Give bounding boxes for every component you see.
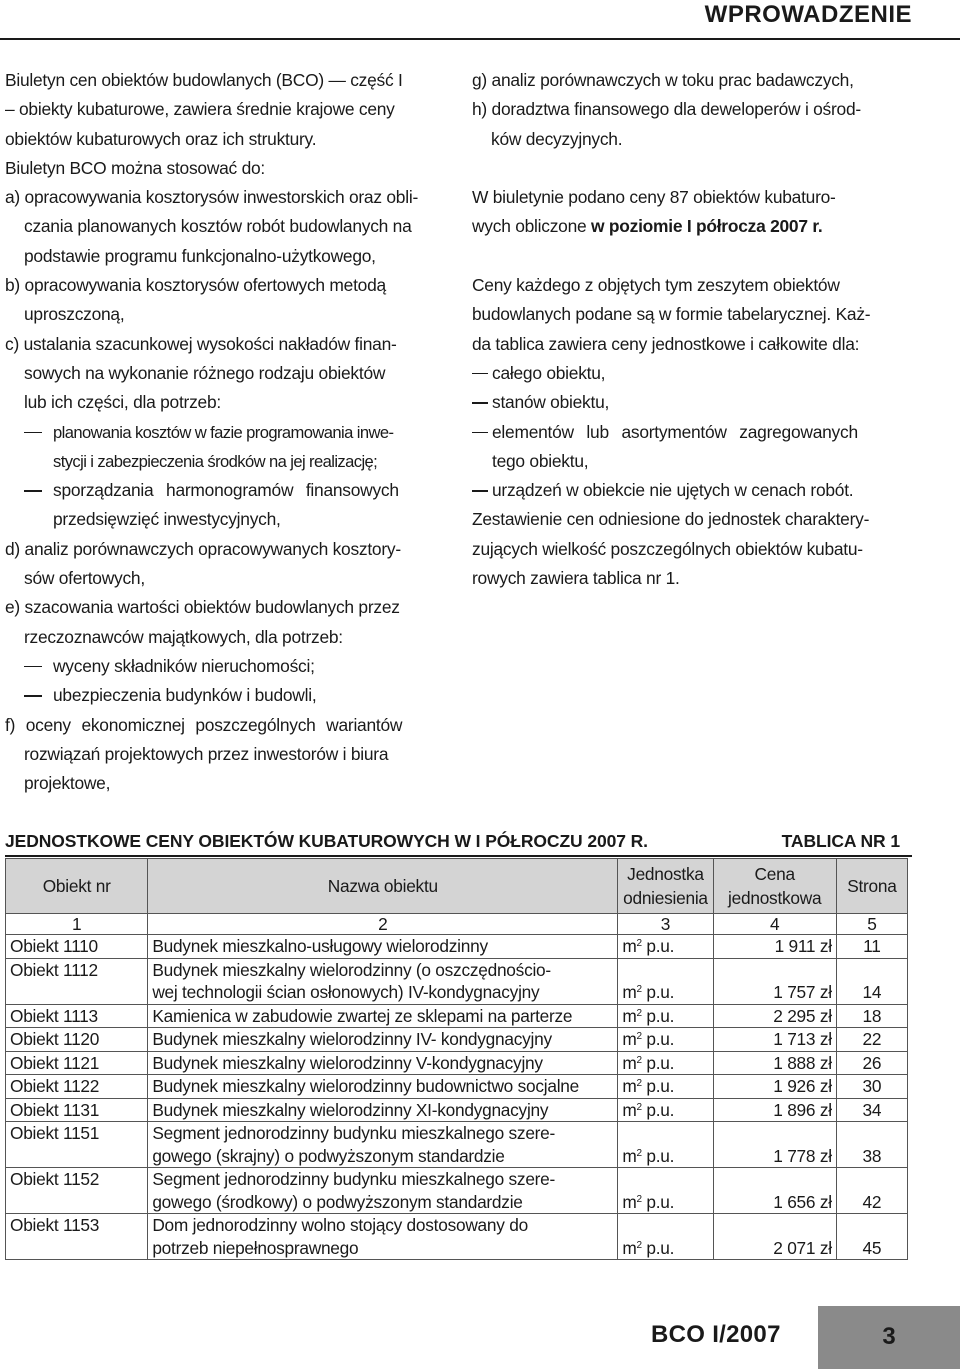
dash-item: całego obiektu, — [472, 359, 914, 388]
table-title-bar — [5, 829, 900, 853]
table-number: TABLICA NR 1 — [781, 831, 900, 851]
table-row — [6, 1028, 908, 1052]
list-item-b: b) opracowywania kosztorysów ofertowych metodą — [5, 275, 386, 296]
unit-price-cell: 1 911 zł — [713, 935, 836, 959]
unit-cell: $m^2$ p.u. — [618, 1004, 713, 1028]
intro-line: obiektów kubaturowych oraz ich struktury. — [5, 128, 317, 149]
page-cell: 34 — [836, 1098, 907, 1122]
object-name-line: Budynek mieszkalny wielorodzinny V-kondygnacyjny — [152, 1052, 543, 1073]
object-name-line: potrzeb niepełnosprawnego — [152, 1237, 359, 1258]
object-number-cell: Obiekt 1152 — [6, 1168, 148, 1214]
object-name-line: Segment jednorodzinny budynku mieszkalnego szere- — [152, 1123, 556, 1143]
object-name-line: wej technologii ścian osłonowych) IV-kondygnacyjny — [152, 982, 540, 1002]
unit-cell: $m^2$ p.u. — [618, 1098, 713, 1122]
column-number: 4 — [713, 914, 836, 935]
unit-cell: $m^2$ p.u. — [618, 1028, 713, 1052]
table-row — [6, 1051, 908, 1075]
header-object-name: Nazwa obiektu — [148, 859, 618, 914]
unit-cell: $m^2$ p.u. — [618, 1051, 713, 1075]
header-unit: Jednostka odniesienia — [618, 859, 713, 914]
page-cell: 30 — [836, 1075, 907, 1099]
object-name-cell — [148, 935, 618, 959]
list-item-a-cont: czania planowanych kosztów robót budowlanych na — [24, 216, 412, 237]
page-cell: 11 — [836, 935, 907, 959]
dash-item-cont: przedsięwzięć inwestycyjnych, — [53, 509, 281, 530]
table-row — [6, 935, 908, 959]
page-cell: 26 — [836, 1051, 907, 1075]
dash-item: wyceny składników nieruchomości; — [5, 652, 445, 681]
column-number: 5 — [836, 914, 907, 935]
dash-item: sporządzania harmonogramów finansowych — [5, 476, 445, 505]
dash-item: ubezpieczenia budynków i budowli, — [5, 681, 445, 710]
unit-cell: $m^2$ p.u. — [618, 1214, 713, 1260]
column-number: 2 — [148, 914, 618, 935]
header-object-no: Obiekt nr — [6, 859, 148, 914]
table-title-divider — [5, 855, 912, 857]
table-title: JEDNOSTKOWE CENY OBIEKTÓW KUBATUROWYCH W I PÓŁROCZU 2007 R. — [5, 831, 648, 851]
object-number-cell: Obiekt 1121 — [6, 1051, 148, 1075]
unit-price-cell: 1 888 zł — [713, 1051, 836, 1075]
unit-cell: $m^2$ p.u. — [618, 1122, 713, 1168]
object-name-cell — [148, 1051, 618, 1075]
list-item-d-cont: sów ofertowych, — [24, 568, 145, 589]
object-name-cell — [148, 958, 618, 1004]
unit-price-cell: 1 656 zł — [713, 1168, 836, 1214]
page-cell: 45 — [836, 1214, 907, 1260]
page-cell: 38 — [836, 1122, 907, 1168]
paragraph-line: Zestawienie cen odniesione do jednostek charaktery- — [472, 509, 870, 530]
page-number: 3 — [882, 1323, 896, 1350]
list-item-c-cont: lub ich części, dla potrzeb: — [24, 392, 221, 413]
unit-cell: $m^2$ p.u. — [618, 1075, 713, 1099]
intro-line: – obiekty kubaturowe, zawiera średnie krajowe ceny — [5, 99, 395, 120]
paragraph-line: W biuletynie podano ceny 87 obiektów kubaturo- — [472, 187, 836, 208]
list-item-f-cont: projektowe, — [24, 773, 111, 794]
table-row — [6, 1075, 908, 1099]
object-number-cell: Obiekt 1112 — [6, 958, 148, 1004]
unit-cell: $m^2$ p.u. — [618, 935, 713, 959]
unit-price-cell: 2 071 zł — [713, 1214, 836, 1260]
table-row — [6, 1168, 908, 1214]
unit-price-cell: 1 757 zł — [713, 958, 836, 1004]
list-item-d: d) analiz porównawczych opracowywanych kosztory- — [5, 538, 401, 559]
page-cell: 18 — [836, 1004, 907, 1028]
table-row — [6, 1004, 908, 1028]
paragraph-line: rowych zawiera tablica nr 1. — [472, 568, 680, 589]
table-row — [6, 1214, 908, 1260]
object-number-cell: Obiekt 1110 — [6, 935, 148, 959]
period-highlight: w poziomie I półrocza 2007 r. — [591, 216, 823, 237]
table-row — [6, 1098, 908, 1122]
object-number-cell: Obiekt 1120 — [6, 1028, 148, 1052]
list-item-h: h) doradztwa finansowego dla deweloperów i ośrod- — [472, 99, 861, 120]
object-name-cell — [148, 1122, 618, 1168]
column-number: 1 — [6, 914, 148, 935]
list-item-h-cont: ków decyzyjnych. — [491, 128, 623, 149]
paragraph-line: zujących wielkość poszczególnych obiektów kubatu- — [472, 538, 863, 559]
paragraph-line: Ceny każdego z objętych tym zeszytem obiektów — [472, 275, 840, 296]
object-number-cell: Obiekt 1151 — [6, 1122, 148, 1168]
table-body — [6, 935, 908, 1260]
object-name-line: Budynek mieszkalno-usługowy wielorodzinny — [152, 936, 488, 956]
dash-item: planowania kosztów w fazie programowania inwe- — [5, 418, 445, 447]
unit-price-cell: 1 713 zł — [713, 1028, 836, 1052]
object-name-line: Budynek mieszkalny wielorodzinny (o oszczędnościo- — [152, 959, 551, 980]
header-unit-price: Cena jednostkowa — [713, 859, 836, 914]
object-name-cell — [148, 1098, 618, 1122]
list-item-c: c) ustalania szacunkowej wysokości nakładów finan- — [5, 333, 397, 354]
usage-line: Biuletyn BCO można stosować do: — [5, 157, 265, 178]
dash-item-cont: stycji i zabezpieczenia środków na jej realizację; — [53, 451, 378, 471]
page-cell: 14 — [836, 958, 907, 1004]
list-item-f: f) oceny ekonomicznej poszczególnych wariantów — [5, 714, 403, 735]
paragraph-line: da tablica zawiera ceny jednostkowe i całkowite dla: — [472, 333, 860, 354]
object-name-cell — [148, 1075, 618, 1099]
paragraph-line: budowlanych podane są w formie tabelarycznej. Każ- — [472, 304, 871, 325]
object-number-cell: Obiekt 1131 — [6, 1098, 148, 1122]
header-page: Strona — [836, 859, 907, 914]
dash-item: stanów obiektu, — [472, 388, 914, 417]
list-item-b-cont: uproszczoną, — [24, 304, 125, 325]
object-name-line: gowego (środkowy) o podwyższonym standardzie — [152, 1191, 523, 1212]
header-divider — [0, 38, 960, 40]
list-item-e: e) szacowania wartości obiektów budowlanych przez — [5, 597, 400, 618]
page-number-box — [818, 1306, 960, 1369]
publication-name: BCO I/2007 — [651, 1321, 781, 1348]
price-table — [5, 858, 908, 1260]
object-name-line: Budynek mieszkalny wielorodzinny XI-kondygnacyjny — [152, 1099, 549, 1120]
dash-item: urządzeń w obiekcie nie ujętych w cenach robót. — [472, 476, 914, 505]
right-column — [472, 66, 914, 593]
list-item-g: g) analiz porównawczych w toku prac badawczych, — [472, 70, 854, 90]
unit-cell: $m^2$ p.u. — [618, 958, 713, 1004]
table-row — [6, 1122, 908, 1168]
list-item-c-cont: sowych na wykonanie różnego rodzaju obiektów — [24, 362, 386, 383]
page-cell: 22 — [836, 1028, 907, 1052]
unit-price-cell: 1 778 zł — [713, 1122, 836, 1168]
page-cell: 42 — [836, 1168, 907, 1214]
object-name-line: Budynek mieszkalny wielorodzinny budownictwo socjalne — [152, 1076, 580, 1096]
intro-line: Biuletyn cen obiektów budowlanych (BCO) — część I — [5, 70, 403, 90]
unit-price-cell: 2 295 zł — [713, 1004, 836, 1028]
list-item-f-cont: rozwiązań projektowych przez inwestorów i biura — [24, 743, 389, 764]
dash-item-cont: tego obiektu, — [492, 450, 589, 471]
paragraph-text: wych obliczone — [472, 216, 592, 237]
object-name-line: gowego (skrajny) o podwyższonym standardzie — [152, 1145, 505, 1166]
dash-item: elementów lub asortymentów zagregowanych — [472, 418, 914, 447]
object-name-line: Kamienica w zabudowie zwartej ze sklepami na parterze — [152, 1005, 573, 1026]
object-name-line: Budynek mieszkalny wielorodzinny IV- kondygnacyjny — [152, 1029, 552, 1049]
object-name-cell — [148, 1004, 618, 1028]
section-title: WPROWADZENIE — [704, 1, 912, 28]
list-item-a-cont: podstawie programu funkcjonalno-użytkowego, — [24, 245, 376, 266]
object-name-line: Segment jednorodzinny budynku mieszkalnego szere- — [152, 1169, 556, 1189]
unit-cell: $m^2$ p.u. — [618, 1168, 713, 1214]
object-name-cell — [148, 1214, 618, 1260]
column-number: 3 — [618, 914, 713, 935]
table-row — [6, 958, 908, 1004]
unit-price-cell: 1 896 zł — [713, 1098, 836, 1122]
paragraph-line — [472, 212, 914, 241]
object-name-cell — [148, 1168, 618, 1214]
unit-price-cell: 1 926 zł — [713, 1075, 836, 1099]
left-column — [5, 66, 445, 798]
object-name-line: Dom jednorodzinny wolno stojący dostosowany do — [152, 1215, 528, 1235]
object-number-cell: Obiekt 1122 — [6, 1075, 148, 1099]
list-item-e-cont: rzeczoznawców majątkowych, dla potrzeb: — [24, 626, 343, 647]
object-number-cell: Obiekt 1153 — [6, 1214, 148, 1260]
object-name-cell — [148, 1028, 618, 1052]
object-number-cell: Obiekt 1113 — [6, 1004, 148, 1028]
list-item-a: a) opracowywania kosztorysów inwestorskich oraz obli- — [5, 187, 418, 208]
